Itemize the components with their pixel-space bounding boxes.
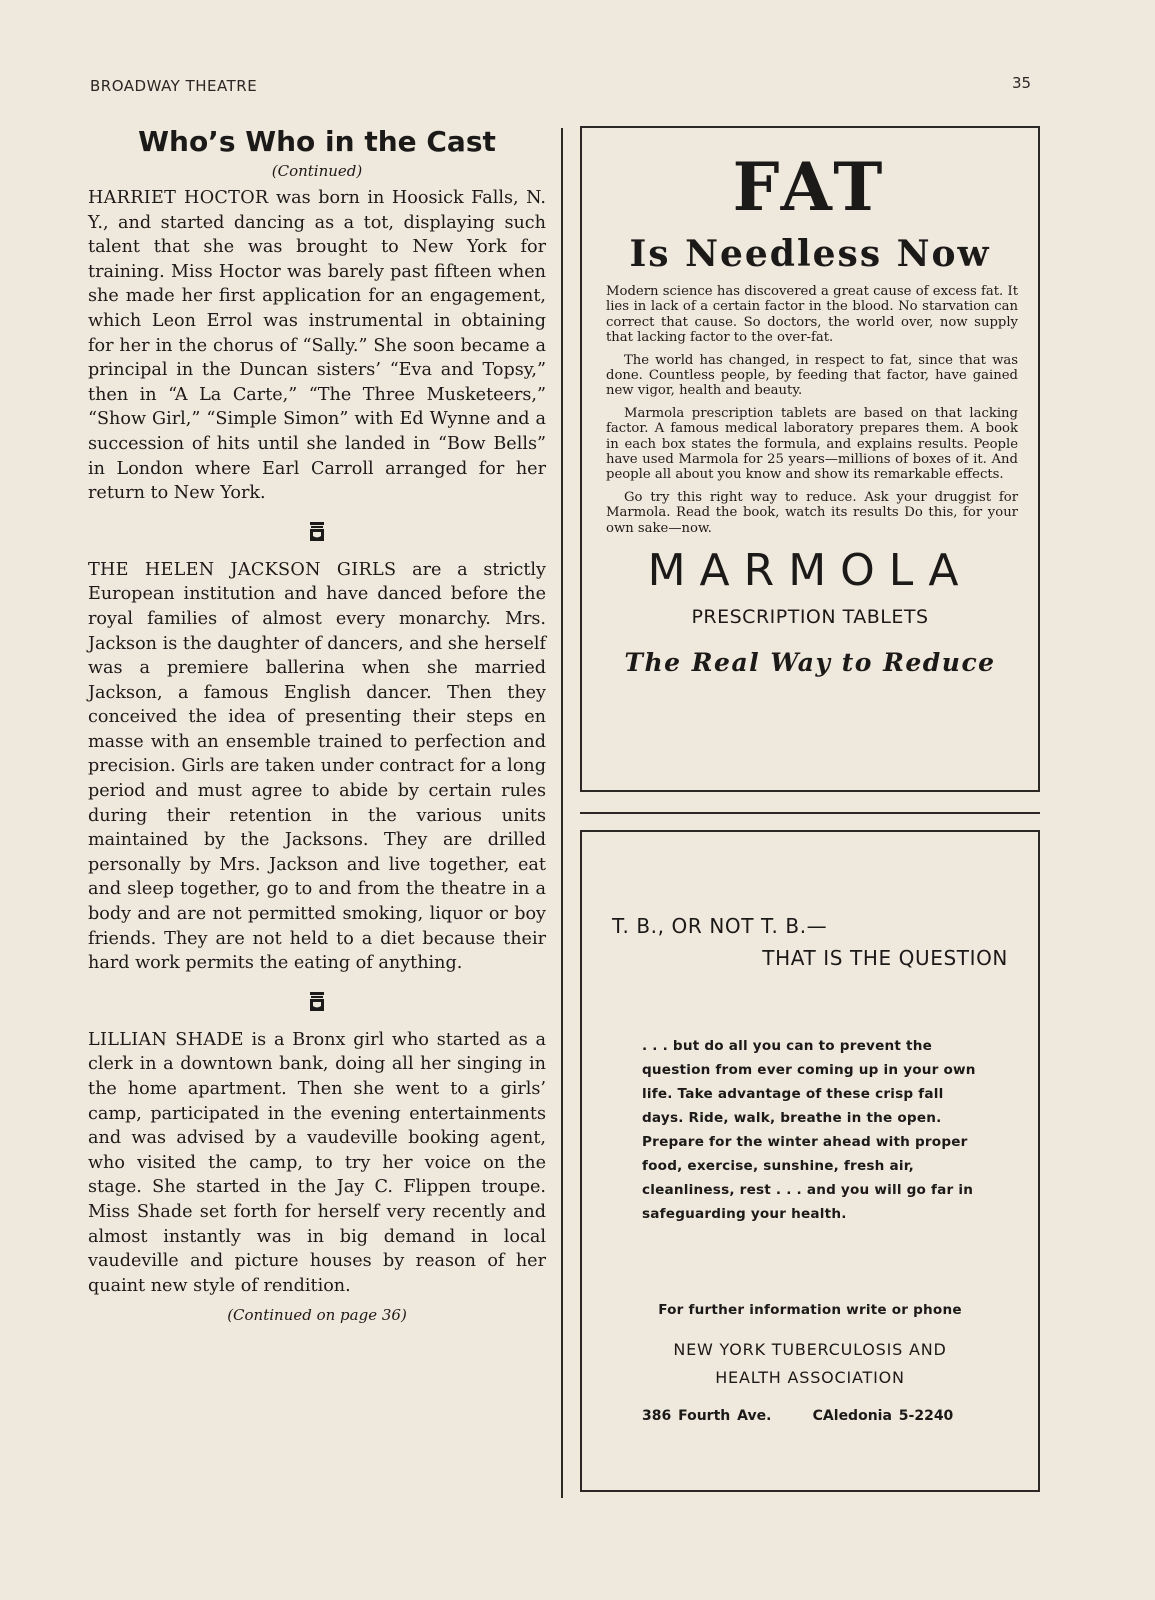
ad-paragraph: Modern science has discovered a great cause of excess fat. It lies in lack of a certain factor in the blood. No starvation can correct that cause. So doctors, the world over, now supply that lacking factor to the over-fat. (606, 284, 1018, 346)
street-address: 386 Fourth Ave. (642, 1408, 772, 1424)
article-column (88, 124, 546, 1324)
ad-paragraph: The world has changed, in respect to fat, since that was done. Countless people, by feeding that factor, have gained new vigor, health and beauty. (606, 352, 1018, 399)
bio-paragraph-jackson-girls (88, 558, 546, 976)
notice-body: . . . but do all you can to prevent the question from ever coming up in your own life. Take advantage of these crisp fall days. Ride, walk, breathe in the open. Prepare for the winter ahead with proper food, exercise, sunshine, fresh air, cleanliness, rest . . . and you will go far in safeguarding your health. (642, 1038, 976, 1222)
ad-paragraph: Marmola prescription tablets are based on that lacking factor. A famous medical laboratory prepares them. A book in each box states the formula, and explains results. People have used Marmola for 25 years—millions of boxes of it. And people all about you know and show its remarkable effects. (606, 405, 1018, 483)
contact-prompt: For further information write or phone (658, 1302, 962, 1318)
column-divider (561, 128, 563, 1498)
bio-name: HARRIET HOCTOR (88, 188, 269, 208)
notice-headline-line-2: THAT IS THE QUESTION (762, 946, 1008, 970)
ad-subheadline: Is Needless Now (629, 233, 991, 275)
ad-body-copy (582, 284, 1038, 536)
bio-paragraph-hoctor (88, 186, 546, 506)
product-line: PRESCRIPTION TABLETS (691, 606, 929, 629)
notice-headline-line-1: T. B., OR NOT T. B.— (612, 914, 828, 938)
tuberculosis-association-notice (580, 830, 1040, 1492)
running-head: BROADWAY THEATRE (90, 77, 258, 95)
organization-name-line-1: NEW YORK TUBERCULOSIS AND (673, 1340, 947, 1359)
ad-paragraph: Go try this right way to reduce. Ask your druggist for Marmola. Read the book, watch its results Do this, for your own sake—now. (606, 489, 1018, 536)
bio-text: was born in Hoosick Falls, N. Y., and started dancing as a tot, displaying such talent that she was brought to New York for training. Miss Hoctor was barely past fifteen when she made her first application for an engagement, which Leon Errol was instrumental in obtaining for her in the chorus of “Sally.” She soon became a principal in the Duncan sisters’ “Eva and Topsy,” then in “A La Carte,” “The Three Musketeers,” “Show Girl,” “Simple Simon” with Ed Wynne and a succession of hits until she landed in “Bow Bells” in London where Earl Carroll arranged for her return to New York. (88, 188, 547, 504)
bio-text: is a Bronx girl who started as a clerk in a downtown bank, doing all her singing in the home apartment. Then she went to a girls’ camp, participated in the evening entertainments and was advised by a vaudeville booking agent, who visited the camp, to try her voice on the stage. She started in the Jay C. Flippen troupe. Miss Shade set forth for herself very recently and almost instantly was in big demand in local vaudeville and picture houses by reason of her quaint new style of rendition. (88, 1029, 546, 1296)
phone-number: CAledonia 5-2240 (812, 1408, 954, 1424)
theatre-ornament-icon (308, 990, 326, 1012)
marmola-advertisement (580, 126, 1040, 792)
article-title: Who’s Who in the Cast (138, 125, 496, 158)
bio-paragraph-shade (88, 1028, 546, 1299)
bio-name: LILLIAN SHADE (88, 1029, 244, 1050)
bio-name: THE HELEN JACKSON GIRLS (88, 559, 397, 580)
ad-separator-rule (580, 812, 1040, 814)
ad-tagline: The Real Way to Reduce (624, 648, 996, 678)
brand-name: MARMOLA (647, 545, 973, 597)
page-number: 35 (1012, 74, 1032, 92)
article-continued-note: (Continued) (271, 162, 363, 180)
theatre-ornament-icon (308, 520, 326, 542)
continued-on-page-note: (Continued on page 36) (227, 1306, 407, 1325)
organization-name-line-2: HEALTH ASSOCIATION (715, 1368, 905, 1387)
ad-headline: FAT (732, 148, 888, 226)
organization-contact (642, 1408, 953, 1424)
bio-text: are a strictly European institution and have danced before the royal families of almost every monarchy. Mrs. Jackson is the daughter of dancers, and she herself was a premiere ballerina when she married Jackson, a famous English dancer. Then they conceived the idea of presenting their steps en masse with an ensemble trained to perfection and precision. Girls are taken under contract for a long period and must agree to abide by certain rules during their retention in the various units maintained by the Jacksons. They are drilled personally by Mrs. Jackson and live together, eat and sleep together, go to and from the theatre in a body and are not permitted smoking, liquor or boy friends. They are not held to a diet because their hard work permits the eating of anything. (88, 559, 546, 974)
